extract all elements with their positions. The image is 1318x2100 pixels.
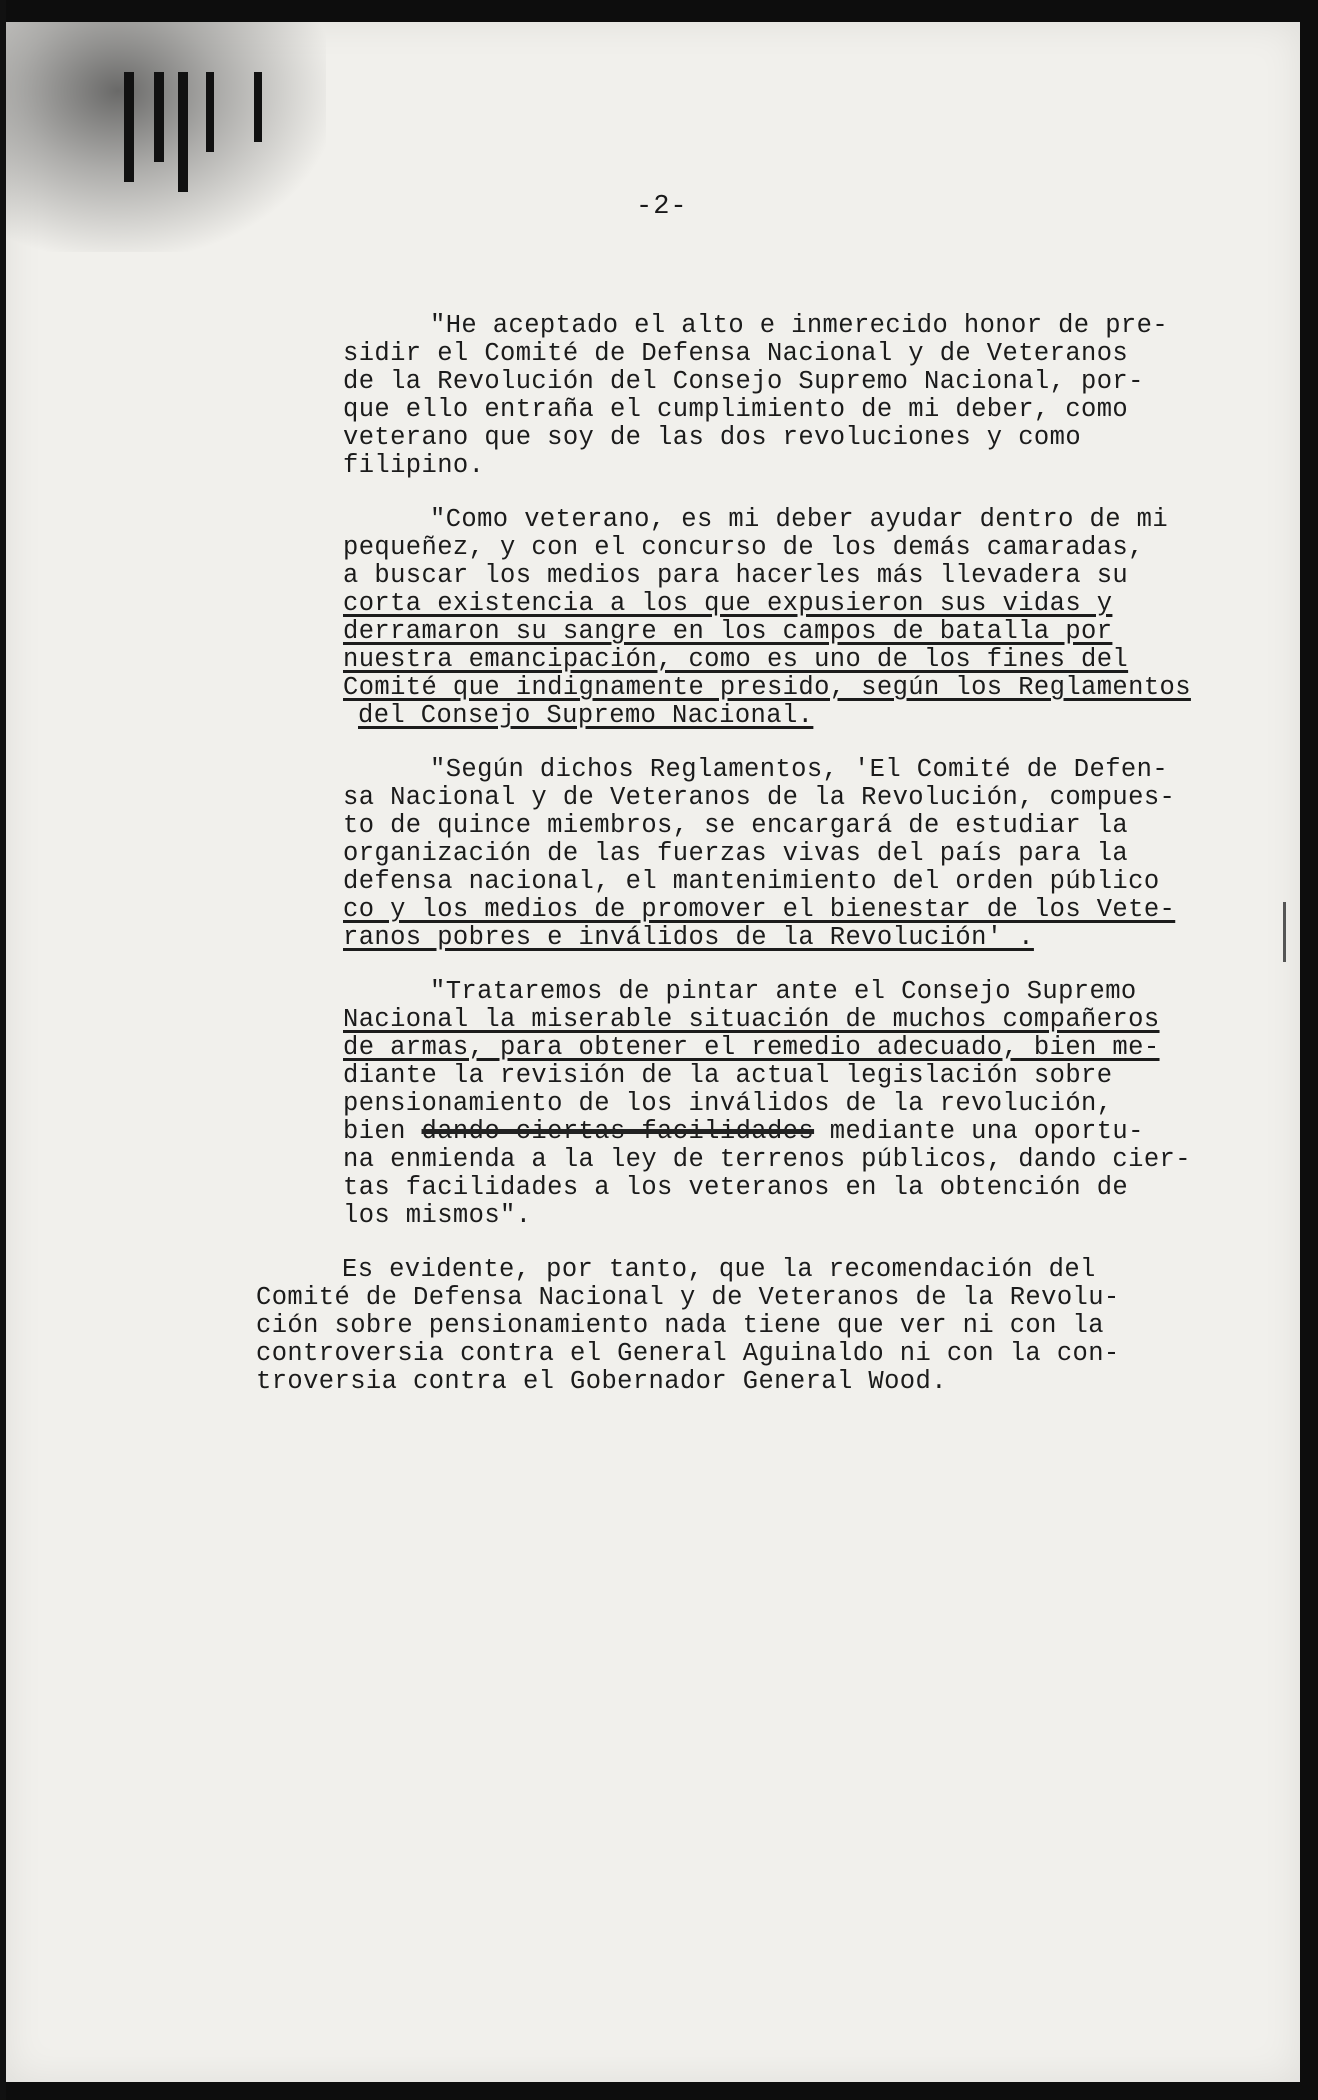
- text-line: Comité de Defensa Nacional y de Veteranos de la Revolu-: [256, 1283, 1120, 1312]
- text-line: a buscar los medios para hacerles más llevadera su: [343, 561, 1129, 590]
- text-line: "Según dichos Reglamentos, 'El Comité de Defen-: [430, 755, 1169, 784]
- underlined-line: Nacional la miserable situación de muchos compañeros: [343, 1005, 1160, 1034]
- struck-out-text: dando ciertas facilidades: [421, 1117, 815, 1146]
- text-line: defensa nacional, el mantenimiento del orden público: [343, 867, 1160, 896]
- text-line: controversia contra el General Aguinaldo ni con la con-: [256, 1339, 1120, 1368]
- text-line: "Trataremos de pintar ante el Consejo Supremo: [430, 977, 1137, 1006]
- smudge-mark: [206, 72, 214, 152]
- underlined-line: corta existencia a los que expusieron sus vidas y: [343, 589, 1113, 618]
- text-line: [343, 1118, 1144, 1146]
- underlined-line: nuestra emancipación, como es uno de los fines del: [343, 645, 1129, 674]
- text-line: sidir el Comité de Defensa Nacional y de Veteranos: [343, 339, 1129, 368]
- text-line: to de quince miembros, se encargará de estudiar la: [343, 811, 1129, 840]
- smudge-mark: [124, 72, 134, 182]
- text-line: Es evidente, por tanto, que la recomendación del: [342, 1255, 1096, 1284]
- text-line: veterano que soy de las dos revoluciones y como: [343, 423, 1082, 452]
- text-line: los mismos".: [343, 1201, 532, 1230]
- smudge-mark: [178, 72, 188, 192]
- underlined-line: de armas, para obtener el remedio adecuado, bien me-: [343, 1033, 1160, 1062]
- underlined-line: Comité que indignamente presido, según los Reglamentos: [343, 673, 1191, 702]
- text-line: sa Nacional y de Veteranos de la Revolución, compues-: [343, 783, 1176, 812]
- underlined-line: derramaron su sangre en los campos de batalla por: [343, 617, 1113, 646]
- text-line: na enmienda a la ley de terrenos públicos, dando cier-: [343, 1145, 1191, 1174]
- text-line: "Como veterano, es mi deber ayudar dentro de mi: [430, 505, 1169, 534]
- text-line: organización de las fuerzas vivas del país para la: [343, 839, 1129, 868]
- text-line: diante la revisión de la actual legislación sobre: [343, 1061, 1113, 1090]
- underlined-line: co y los medios de promover el bienestar de los Vete-: [343, 895, 1176, 924]
- text-fragment: bien: [343, 1117, 406, 1146]
- smudge-mark: [254, 72, 262, 142]
- text-line: ción sobre pensionamiento nada tiene que ver ni con la: [256, 1311, 1104, 1340]
- text-line: filipino.: [343, 451, 485, 480]
- text-line: pensionamiento de los inválidos de la revolución,: [343, 1089, 1113, 1118]
- text-line: pequeñez, y con el concurso de los demás camaradas,: [343, 533, 1144, 562]
- text-fragment: mediante una oportu-: [829, 1117, 1144, 1146]
- smudge-mark: [154, 72, 164, 162]
- underlined-line: del Consejo Supremo Nacional.: [358, 701, 814, 730]
- text-line: "He aceptado el alto e inmerecido honor de pre-: [430, 311, 1169, 340]
- scan-smudge: [6, 22, 326, 252]
- scan-artifact: [1283, 902, 1286, 962]
- document-page: [6, 22, 1300, 2082]
- text-line: de la Revolución del Consejo Supremo Nacional, por-: [343, 367, 1144, 396]
- underlined-line: ranos pobres e inválidos de la Revolución' .: [343, 923, 1034, 952]
- page-number: -2-: [636, 192, 688, 222]
- text-line: que ello entraña el cumplimiento de mi deber, como: [343, 395, 1129, 424]
- text-line: troversia contra el Gobernador General Wood.: [256, 1367, 947, 1396]
- text-line: tas facilidades a los veteranos en la obtención de: [343, 1173, 1129, 1202]
